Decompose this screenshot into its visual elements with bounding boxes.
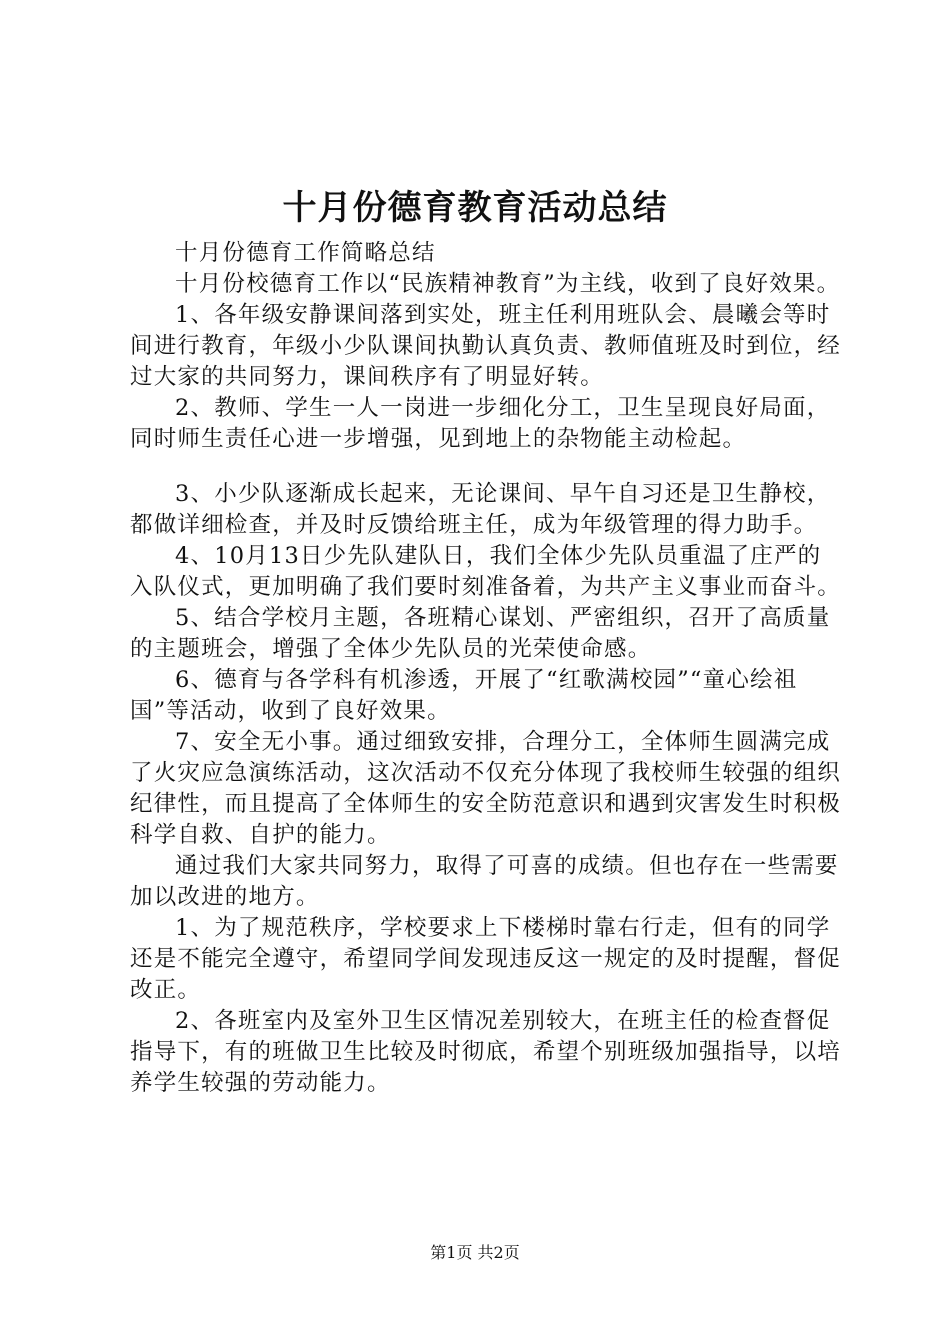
page-number: 第1页 共2页 [430, 1243, 520, 1262]
paragraph-item-7: 7、安全无小事。通过细致安排，合理分工，全体师生圆满完成了火灾应急演练活动，这次活动不仅充分体现了我校师生较强的组织纪律性，而且提高了全体师生的安全防范意识和遇到灾害发生时积极科学自救、自护的能力。 [130, 729, 842, 848]
document-title: 十月份德育教育活动总结 [282, 188, 668, 228]
paragraph-item-2: 2、教师、学生一人一岗进一步细化分工，卫生呈现良好局面，同时师生责任心进一步增强，见到地上的杂物能主动检起。 [130, 395, 831, 452]
paragraph-item-3: 3、小少队逐渐成长起来，无论课间、早午自习还是卫生静校，都做详细检查，并及时反馈给班主任，成为年级管理的得力助手。 [130, 481, 831, 538]
paragraph-issue-2: 2、各班室内及室外卫生区情况差别较大，在班主任的检查督促指导下，有的班做卫生比较及时彻底，希望个别班级加强指导，以培养学生较强的劳动能力。 [130, 1008, 842, 1096]
document-subtitle: 十月份德育工作简略总结 [175, 240, 436, 266]
paragraph-item-5: 5、结合学校月主题，各班精心谋划、严密组织，召开了高质量的主题班会，增强了全体少先队员的光荣使命感。 [130, 605, 831, 662]
paragraph-item-4: 4、10月13日少先队建队日，我们全体少先队员重温了庄严的入队仪式，更加明确了我们要时刻准备着，为共产主义事业而奋斗。 [130, 543, 842, 600]
paragraph-issue-1: 1、为了规范秩序，学校要求上下楼梯时靠右行走，但有的同学还是不能完全遵守，希望同学间发现违反这一规定的及时提醒，督促改正。 [130, 915, 842, 1003]
document-body [130, 238, 842, 1099]
paragraph-intro: 十月份校德育工作以“民族精神教育”为主线，收到了良好效果。 [175, 271, 841, 297]
paragraph-item-1: 1、各年级安静课间落到实处，班主任利用班队会、晨曦会等时间进行教育，年级小少队课间执勤认真负责、教师值班及时到位，经过大家的共同努力，课间秩序有了明显好转。 [130, 302, 842, 390]
paragraph-item-6: 6、德育与各学科有机渗透，开展了“红歌满校园”“童心绘祖国”等活动，收到了良好效果。 [130, 667, 798, 724]
paragraph-summary: 通过我们大家共同努力，取得了可喜的成绩。但也存在一些需要加以改进的地方。 [130, 853, 839, 910]
